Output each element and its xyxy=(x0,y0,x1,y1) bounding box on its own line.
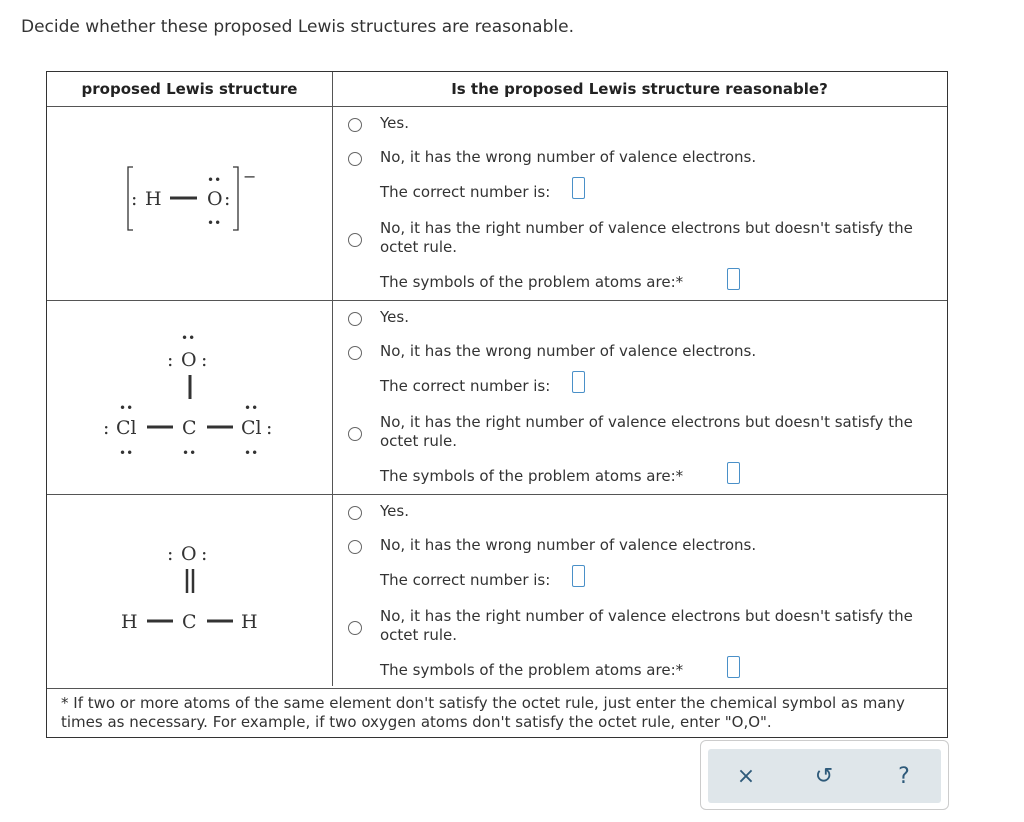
problem-atoms-label: The symbols of the problem atoms are:* xyxy=(380,467,684,485)
problem-atoms-input[interactable] xyxy=(727,462,740,484)
lone-pair-o-right: : xyxy=(224,188,231,210)
radio-wrong-valence[interactable] xyxy=(348,346,362,360)
help-icon[interactable]: ? xyxy=(898,764,910,789)
atom-cl-left: Cl xyxy=(116,417,137,439)
phosgene-diagram xyxy=(47,300,332,494)
atom-o: O xyxy=(181,349,197,371)
correct-number-label: The correct number is: xyxy=(380,571,551,589)
lone-pair-cl2-bottom: •• xyxy=(244,446,259,460)
option-octet: No, it has the right number of valence electrons but doesn't satisfy the octet rule. xyxy=(380,219,913,256)
lone-pair-o-top: •• xyxy=(181,331,196,345)
correct-number-label: The correct number is: xyxy=(380,183,551,201)
option-octet: No, it has the right number of valence electrons but doesn't satisfy the octet rule. xyxy=(380,607,913,644)
lone-pair-o-right: : xyxy=(201,543,208,565)
lone-pair-h: : xyxy=(131,188,138,210)
radio-wrong-valence[interactable] xyxy=(348,540,362,554)
option-wrong-valence: No, it has the wrong number of valence electrons. xyxy=(380,148,757,166)
lone-pair-o-top: •• xyxy=(207,173,222,187)
clear-icon[interactable]: × xyxy=(736,764,756,789)
table-row-1 xyxy=(47,106,947,301)
radio-yes[interactable] xyxy=(348,118,362,132)
option-wrong-valence: No, it has the wrong number of valence electrons. xyxy=(380,342,757,360)
atom-cl-right: Cl xyxy=(241,417,262,439)
radio-octet[interactable] xyxy=(348,427,362,441)
question-prompt: Decide whether these proposed Lewis structures are reasonable. xyxy=(21,17,574,37)
radio-yes[interactable] xyxy=(348,506,362,520)
lone-pair-cl1-top: •• xyxy=(119,401,134,415)
undo-icon[interactable]: ↺ xyxy=(814,764,834,789)
option-wrong-valence: No, it has the wrong number of valence electrons. xyxy=(380,536,757,554)
atom-h-left: H xyxy=(121,611,138,633)
lone-pair-c-bottom: •• xyxy=(182,446,197,460)
problem-atoms-input[interactable] xyxy=(727,268,740,290)
column-header-structure: proposed Lewis structure xyxy=(81,80,298,98)
lone-pair-o-bottom: •• xyxy=(207,216,222,230)
lone-pair-o-left: : xyxy=(167,543,174,565)
lone-pair-o-left: : xyxy=(167,349,174,371)
answer-toolbar xyxy=(700,740,949,810)
atom-c: C xyxy=(182,417,197,439)
table-row-2 xyxy=(47,300,947,495)
atom-h-right: H xyxy=(241,611,258,633)
lone-pair-cl2-top: •• xyxy=(244,401,259,415)
column-header-reasonable: Is the proposed Lewis structure reasonable? xyxy=(451,80,828,98)
atom-o: O xyxy=(181,543,197,565)
formaldehyde-diagram xyxy=(47,494,332,688)
lone-pair-cl1-bottom: •• xyxy=(119,446,134,460)
lewis-structure-phosgene xyxy=(47,300,332,494)
atom-h: H xyxy=(145,188,162,210)
table-header xyxy=(47,72,947,107)
charge-minus: − xyxy=(243,167,257,186)
lewis-structure-hydroxide xyxy=(47,106,332,300)
option-yes: Yes. xyxy=(380,308,409,326)
radio-octet[interactable] xyxy=(348,233,362,247)
problem-atoms-input[interactable] xyxy=(727,656,740,678)
lone-pair-cl1-left: : xyxy=(103,417,110,439)
problem-atoms-label: The symbols of the problem atoms are:* xyxy=(380,661,684,679)
lone-pair-o-right: : xyxy=(201,349,208,371)
toolbar-panel xyxy=(708,749,941,803)
correct-number-input[interactable] xyxy=(572,565,585,587)
radio-yes[interactable] xyxy=(348,312,362,326)
bracket-right xyxy=(233,167,238,230)
correct-number-label: The correct number is: xyxy=(380,377,551,395)
hydroxide-diagram xyxy=(47,106,332,300)
atom-o: O xyxy=(207,188,223,210)
correct-number-input[interactable] xyxy=(572,371,585,393)
atom-c: C xyxy=(182,611,197,633)
lewis-structure-table xyxy=(46,71,948,738)
footnote: * If two or more atoms of the same element don't satisfy the octet rule, just enter the chemical symbol as many times as necessary. For example, if two oxygen atoms don't satisfy the octet rule, enter "O,O". xyxy=(61,694,905,731)
problem-atoms-label: The symbols of the problem atoms are:* xyxy=(380,273,684,291)
radio-octet[interactable] xyxy=(348,621,362,635)
lewis-structure-formaldehyde xyxy=(47,494,332,688)
option-yes: Yes. xyxy=(380,114,409,132)
table-row-3 xyxy=(47,494,947,689)
radio-wrong-valence[interactable] xyxy=(348,152,362,166)
option-yes: Yes. xyxy=(380,502,409,520)
option-octet: No, it has the right number of valence electrons but doesn't satisfy the octet rule. xyxy=(380,413,913,450)
correct-number-input[interactable] xyxy=(572,177,585,199)
lone-pair-cl2-right: : xyxy=(266,417,273,439)
